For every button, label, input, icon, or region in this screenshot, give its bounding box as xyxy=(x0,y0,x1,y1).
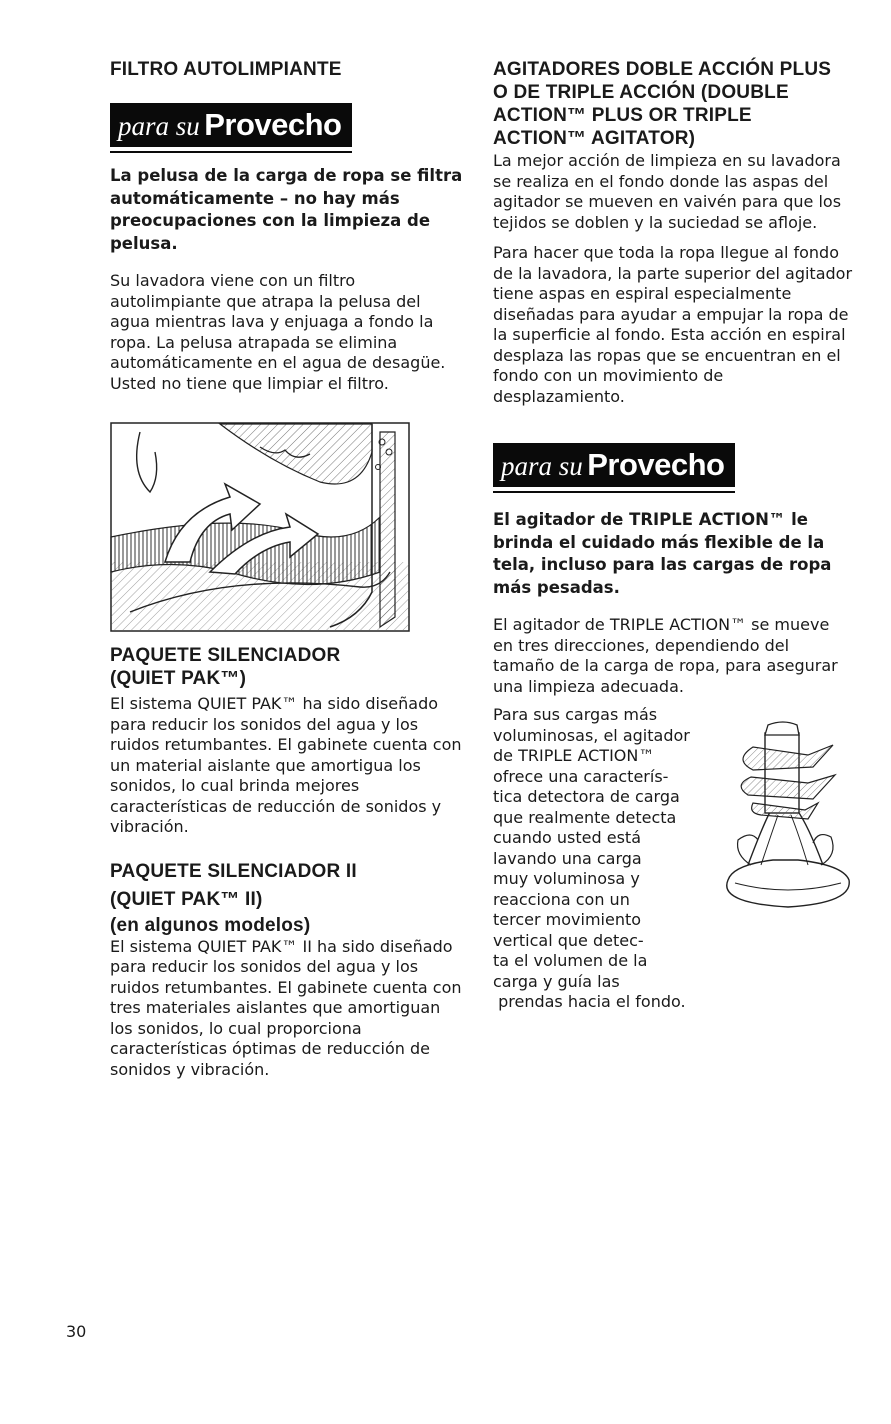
filtro-lead: La pelusa de la carga de ropa se filtra automáticamente – no hay más preocupaciones con la limpieza de pelusa. xyxy=(110,166,463,253)
wrap-line: reacciona con un xyxy=(493,889,630,909)
wrap-line: lavando una carga xyxy=(493,848,642,868)
provecho-badge-1 xyxy=(110,103,465,147)
triple-action-lead: El agitador de TRIPLE ACTION™ le brinda el cuidado más flexible de la tela, incluso para las cargas de ropa más pesadas. xyxy=(493,510,832,597)
wrap-line: carga y guía las xyxy=(493,971,620,991)
page-number: 30 xyxy=(66,1322,87,1341)
agitadores-body-2: Para hacer que toda la ropa llegue al fondo de la lavadora, la parte superior del agitador tiene aspas en espiral especialmente diseñadas para ayudar a empujar la ropa de la superficie al fondo. Esta acción en espiral desplaza las ropas que se encuentran en el fondo con un movimiento de desplazamiento. xyxy=(493,243,853,406)
wrap-line: Para sus cargas más xyxy=(493,705,658,724)
provecho-badge-2 xyxy=(493,443,853,487)
wrap-line: que realmente detecta xyxy=(493,807,677,827)
wrap-line: voluminosas, el agitador xyxy=(493,725,690,745)
wrap-line: prendas hacia el fondo. xyxy=(493,992,686,1011)
right-column xyxy=(493,58,853,1013)
wrap-line: vertical que detec- xyxy=(493,930,644,950)
agitator-illustration xyxy=(713,715,855,915)
quiet-pak-2-heading: PAQUETE SILENCIADOR II (QUIET PAK™ II) (en algunos modelos) xyxy=(110,860,357,936)
wrap-line: muy voluminosa y xyxy=(493,869,640,888)
wrap-line: tercer movimiento xyxy=(493,910,642,929)
quiet-pak-body: El sistema QUIET PAK™ ha sido diseñado para reducir los sonidos del agua y los ruidos retumbantes. El gabinete cuenta con un material aislante que amortigua los sonidos, lo cual brinda mejores características de reducción de sonidos y vibración. xyxy=(110,694,462,836)
wrap-line: ofrece una caracterís- xyxy=(493,766,669,786)
filtro-body: Su lavadora viene con un filtro autolimpiante que atrapa la pelusa del agua mientras lava y enjuaga a fondo la ropa. La pelusa atrapada se elimina automáticamente en el agua de desagüe. Usted no tiene que limpiar el filtro. xyxy=(110,271,446,393)
lint-filter-illustration xyxy=(110,422,410,632)
wrap-line: ta el volumen de la xyxy=(493,951,648,970)
quiet-pak-heading: PAQUETE SILENCIADOR (QUIET PAK™) xyxy=(110,645,341,689)
wrap-line: tica detectora de carga xyxy=(493,787,680,806)
agitadores-body-1: La mejor acción de limpieza en su lavadora se realiza en el fondo donde las aspas del agitador se mueven en vaivén para que los tejidos se doblen y la suciedad se afloje. xyxy=(493,151,842,232)
filtro-heading: FILTRO AUTOLIMPIANTE xyxy=(110,59,342,80)
left-column xyxy=(110,58,465,1080)
agitadores-heading: AGITADORES DOBLE ACCIÓN PLUS O DE TRIPLE ACCIÓN (DOUBLE ACTION™ PLUS OR TRIPLE ACTION™ AGITATOR) xyxy=(493,59,832,149)
provecho-logo: para su Provecho xyxy=(110,103,352,147)
triple-action-wrap xyxy=(493,705,853,1013)
wrap-line: cuando usted está xyxy=(493,828,642,847)
triple-action-body-1: El agitador de TRIPLE ACTION™ se mueve en tres direcciones, dependiendo del tamaño de la carga de ropa, para asegurar una limpieza adecuada. xyxy=(493,615,838,696)
provecho-logo: para su Provecho xyxy=(493,443,735,487)
quiet-pak-2-body: El sistema QUIET PAK™ II ha sido diseñado para reducir los sonidos del agua y los ruidos retumbantes. El gabinete cuenta con tres materiales aislantes que amortiguan los sonidos, lo cual proporciona características óptimas de reducción de sonidos y vibración. xyxy=(110,936,462,1079)
wrap-line: de TRIPLE ACTION™ xyxy=(493,746,655,765)
